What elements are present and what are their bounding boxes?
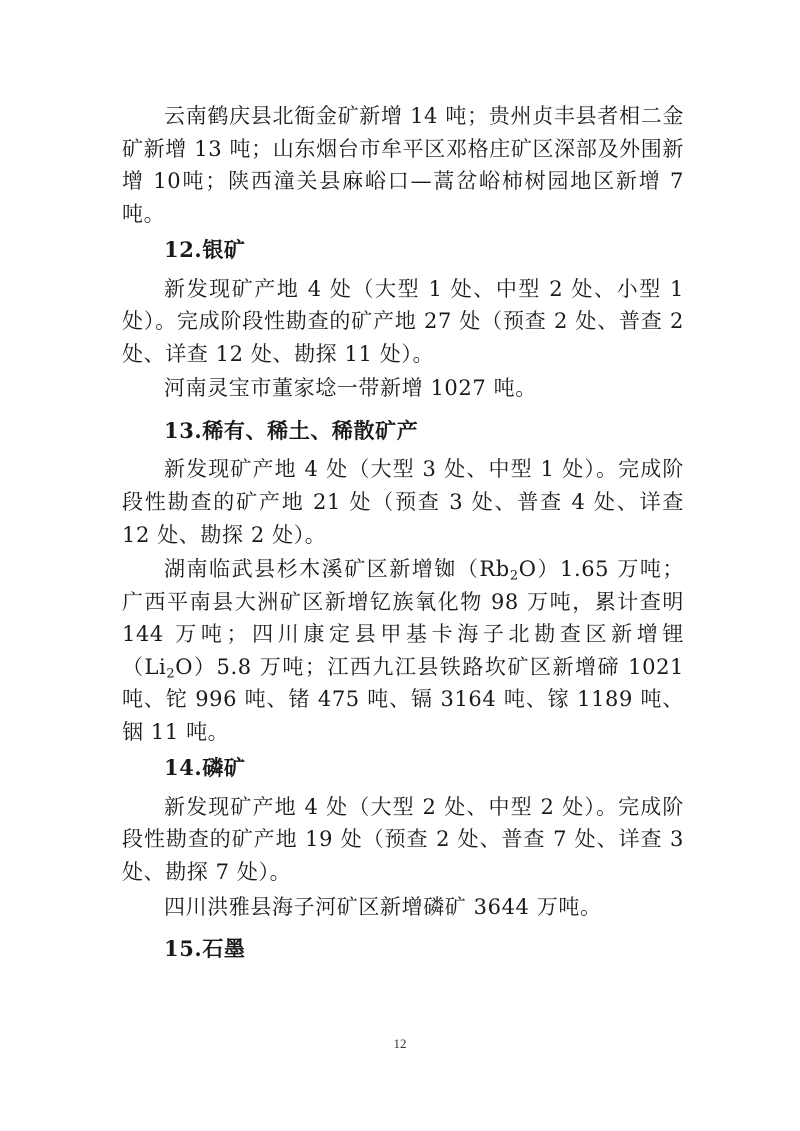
paragraph-silver-summary: 新发现矿产地 4 处（大型 1 处、中型 2 处、小型 1 处）。完成阶段性勘查的矿产地 27 处（预查 2 处、普查 2 处、详查 12 处、勘探 11 处）。 (122, 276, 684, 366)
paragraph-phosphate-summary: 新发现矿产地 4 处（大型 2 处、中型 2 处）。完成阶段性勘查的矿产地 19 处（预查 2 处、普查 7 处、详查 3 处、勘探 7 处）。 (122, 794, 684, 885)
subscript-rb2o: 2 (509, 568, 519, 584)
text-fragment: O）1.65 万吨；广西平南县大洲矿区新增钇族氧化物 98 万吨，累计查明 144 万吨；四川康定县甲基卡海子北勘查区新增锂（Li (122, 557, 684, 679)
paragraph-rare-minerals-summary: 新发现矿产地 4 处（大型 3 处、中型 1 处）。完成阶段性勘查的矿产地 21 处（预查 3 处、普查 4 处、详查 12 处、勘探 2 处）。 (122, 457, 684, 547)
section-heading-graphite: 15.石墨 (164, 936, 246, 962)
text-fragment: 湖南临武县杉木溪矿区新增铷（Rb (164, 557, 510, 582)
paragraph-gold-continued: 云南鹤庆县北衙金矿新增 14 吨；贵州贞丰县者相二金矿新增 13 吨；山东烟台市牟平区邓格庄矿区深部及外围新增 10吨；陕西潼关县麻峪口—蒿岔峪柿树园地区新增 7吨。 (122, 104, 684, 226)
text-fragment: O）5.8 万吨；江西九江县铁路坎矿区新增碲 1021 吨、铊 996 吨、锗 475 吨、镉 3164 吨、镓 1189 吨、铟 11 吨。 (122, 654, 684, 744)
section-heading-silver: 12.银矿 (164, 237, 246, 263)
page-number: 12 (393, 1036, 407, 1051)
section-heading-phosphate: 14.磷矿 (164, 755, 246, 781)
paragraph-phosphate-detail: 四川洪雅县海子河矿区新增磷矿 3644 万吨。 (164, 894, 602, 919)
document-page (122, 100, 684, 972)
paragraph-silver-detail: 河南灵宝市董家埝一带新增 1027 吨。 (164, 376, 537, 401)
paragraph-rare-minerals-detail (122, 553, 684, 748)
subscript-li2o: 2 (166, 666, 176, 681)
section-heading-rare-minerals: 13.稀有、稀土、稀散矿产 (164, 417, 419, 443)
